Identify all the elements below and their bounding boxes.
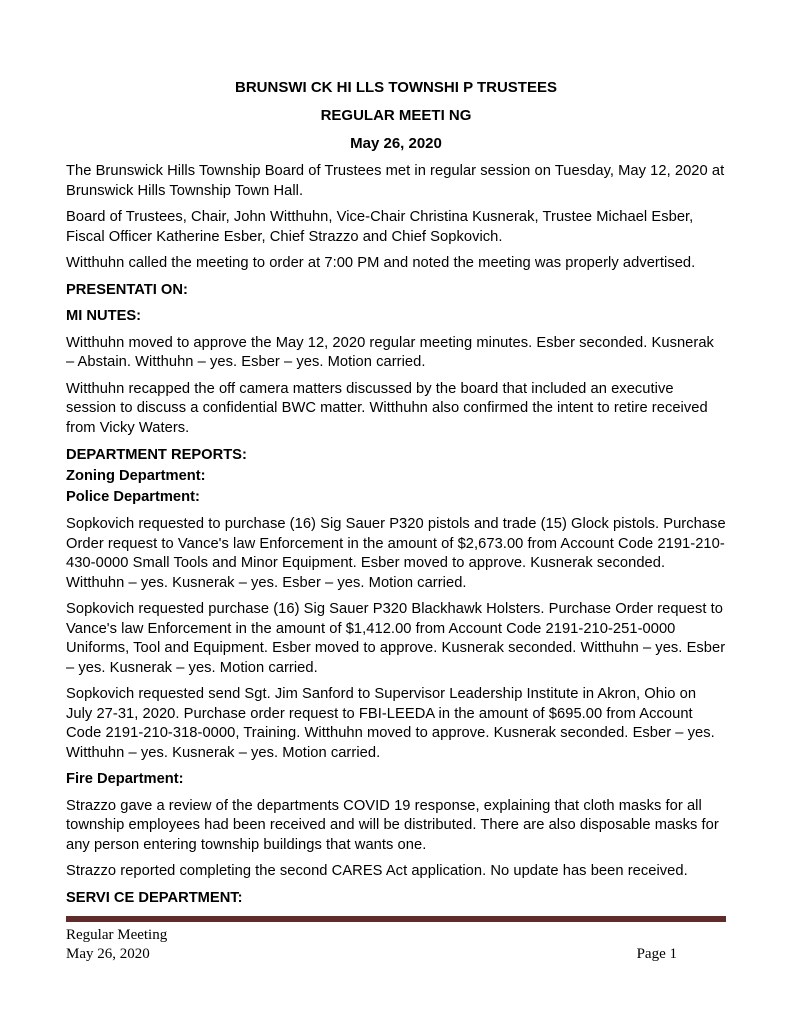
paragraph-police-pistols: Sopkovich requested to purchase (16) Sig Sauer P320 pistols and trade (15) Glock pistols. Purchase Order request to Vance's law Enforcement in the amount of $2,673.00 from Account Code 2191-210-430-0000 Small Tools and Minor Equipment. Esber moved to approve. Kusnerak seconded. Witthuhn – yes. Kusnerak – yes. Esber – yes. Motion carried.: [66, 516, 726, 591]
section-heading-service-department: SERVI CE DEPARTMENT:: [66, 889, 243, 906]
section-heading-minutes: MI NUTES:: [66, 308, 142, 324]
paragraph-call-to-order: Witthuhn called the meeting to order at 7:00 PM and noted the meeting was properly advertised.: [66, 255, 696, 271]
paragraph-police-training: Sopkovich requested send Sgt. Jim Sanford to Supervisor Leadership Institute in Akron, Ohio on July 27-31, 2020. Purchase order request to FBI-LEEDA in the amount of $695.00 from Account Code 2191-210-318-0000, Training. Witthuhn moved to approve. Kusnerak seconded. Esber – yes. Witthuhn – yes. Kusnerak – yes. Motion carried.: [66, 686, 715, 761]
paragraph-attendees: Board of Trustees, Chair, John Witthuhn, Vice-Chair Christina Kusnerak, Trustee Michael Esber, Fiscal Officer Katherine Esber, Chief Strazzo and Chief Sopkovich.: [66, 209, 694, 245]
footer-left: [66, 926, 167, 964]
section-heading-fire-department: Fire Department:: [66, 771, 184, 787]
footer-rule: [66, 916, 726, 922]
paragraph-police-holsters: Sopkovich requested purchase (16) Sig Sauer P320 Blackhawk Holsters. Purchase Order request to Vance's law Enforcement in the amount of $1,412.00 from Account Code 2191-210-251-0000 Uniforms, Tool and Equipment. Esber moved to approve. Kusnerak seconded. Witthuhn – yes. Esber – yes. Kusnerak – yes. Motion carried.: [66, 601, 726, 676]
footer-meeting-name: Regular Meeting: [66, 927, 168, 943]
document-header: [66, 78, 726, 154]
section-heading-presentation: PRESENTATI ON:: [66, 281, 188, 298]
paragraph-session-intro: The Brunswick Hills Township Board of Trustees met in regular session on Tuesday, May 12, 2020 at Brunswick Hills Township Town Hall.: [66, 163, 725, 199]
document-body: [66, 162, 726, 908]
footer-date: May 26, 2020: [66, 946, 150, 962]
heading-department-reports: DEPARTMENT REPORTS:: [66, 447, 247, 463]
footer-page-number: Page 1: [636, 946, 677, 962]
paragraph-fire-cares: Strazzo reported completing the second CARES Act application. No update has been received.: [66, 863, 688, 879]
paragraph-fire-covid: Strazzo gave a review of the departments COVID 19 response, explaining that cloth masks for all township employees had been received and will be distributed. There are also disposable masks for any person entering township buildings that wants one.: [66, 797, 719, 853]
meeting-type-title: REGULAR MEETI NG: [320, 107, 472, 124]
heading-zoning-department: Zoning Department:: [66, 468, 206, 484]
paragraph-recap: Witthuhn recapped the off camera matters discussed by the board that included an executive session to discuss a confidential BWC matter. Witthuhn also confirmed the intent to retire received from Vicky Waters.: [66, 380, 708, 436]
document-footer: [66, 916, 726, 964]
meeting-date: May 26, 2020: [350, 135, 442, 152]
page-title: BRUNSWI CK HI LLS TOWNSHI P TRUSTEES: [235, 79, 557, 96]
heading-police-department: Police Department:: [66, 489, 200, 505]
footer-row: [66, 926, 726, 964]
section-heading-department-reports: [66, 445, 726, 508]
paragraph-minutes-approval: Witthuhn moved to approve the May 12, 2020 regular meeting minutes. Esber seconded. Kusnerak – Abstain. Witthuhn – yes. Esber – yes. Motion carried.: [66, 334, 714, 370]
